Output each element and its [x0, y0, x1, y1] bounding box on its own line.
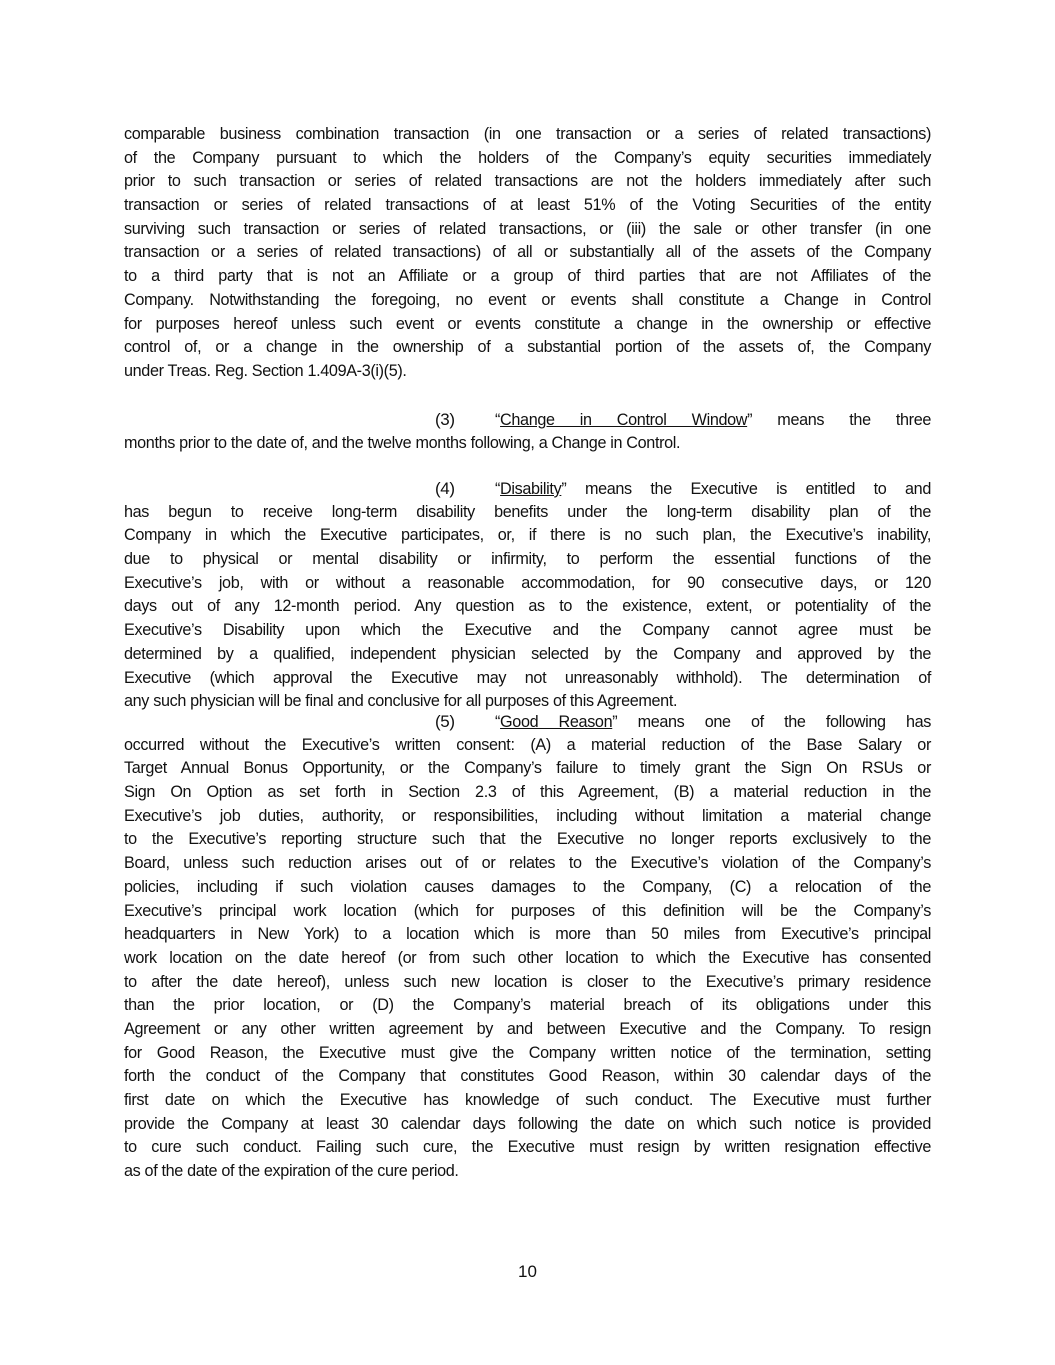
text-line: policies, including if such violation causes damages to the Company, (C) a relocation of the	[124, 877, 931, 896]
defined-term: Good Reason	[500, 713, 613, 731]
text-line: due to physical or mental disability or infirmity, to perform the essential functions of the	[124, 550, 931, 569]
text-line: work location on the date hereof (or from such other location to which the Executive has consented	[124, 948, 931, 967]
text-line: Agreement or any other written agreement by and between Executive and the Company. To resign	[124, 1019, 931, 1038]
text-line: Executive’s job duties, authority, or responsibilities, including without limitation a material change	[124, 806, 931, 825]
definition-text: ” means the three	[747, 411, 931, 429]
text-line: has begun to receive long-term disability benefits under the long-term disability plan of the	[124, 502, 931, 521]
page-number: 10	[518, 1262, 537, 1281]
text-line: under Treas. Reg. Section 1.409A-3(i)(5).	[124, 361, 407, 380]
definition-first-line	[124, 710, 931, 734]
definition-change-in-control-window	[124, 408, 931, 455]
text-line: comparable business combination transaction (in one transaction or a series of related transactions)	[124, 125, 931, 143]
text-line: for Good Reason, the Executive must give the Company written notice of the termination, setting	[124, 1043, 931, 1062]
definition-first-line	[124, 477, 931, 501]
defined-term: Change in Control Window	[500, 411, 748, 429]
text-line: first date on which the Executive has knowledge of such conduct. The Executive must further	[124, 1091, 931, 1109]
text-line: to cure such conduct. Failing such cure, the Executive must resign by written resignation effective	[124, 1138, 931, 1157]
text-line: to after the date hereof), unless such new location is closer to the Executive’s primary residence	[124, 972, 931, 991]
text-line: Executive’s job, with or without a reasonable accommodation, for 90 consecutive days, or 120	[124, 573, 931, 592]
section-number: (4)	[435, 479, 455, 498]
text-line: to a third party that is not an Affiliate or a group of third parties that are not Affiliates of the	[124, 267, 931, 286]
text-line: Target Annual Bonus Opportunity, or the Company’s failure to timely grant the Sign On RSUs or	[124, 759, 931, 778]
text-line: Executive’s Disability upon which the Executive and the Company cannot agree must be	[124, 621, 931, 640]
definition-disability	[124, 477, 931, 714]
text-line: than the prior location, or (D) the Company’s material breach of its obligations under this	[124, 996, 931, 1015]
text-line: to the Executive’s reporting structure such that the Executive no longer reports exclusively to the	[124, 830, 931, 849]
section-number: (3)	[435, 410, 455, 429]
text-line: Company in which the Executive participates, or, if there is no such plan, the Executive’s inability,	[124, 526, 931, 545]
text-line: transaction or series of related transactions of at least 51% of the Voting Securities of the entity	[124, 196, 931, 215]
text-line: months prior to the date of, and the twelve months following, a Change in Control.	[124, 433, 681, 452]
text-line: Executive’s principal work location (which for purposes of this definition will be the Company’s	[124, 901, 931, 920]
text-line: Executive (which approval the Executive may not unreasonably withhold). The determination of	[124, 668, 931, 687]
text-line: transaction or a series of related transactions) of all or substantially all of the assets of the Company	[124, 243, 931, 262]
text-line: forth the conduct of the Company that constitutes Good Reason, within 30 calendar days of the	[124, 1067, 931, 1086]
definition-first-line	[124, 408, 931, 432]
text-line: Board, unless such reduction arises out of or relates to the Executive’s violation of the Company’s	[124, 854, 931, 873]
open-quote: “	[495, 480, 501, 498]
text-line: Sign On Option as set forth in Section 2.3 of this Agreement, (B) a material reduction in the	[124, 783, 931, 802]
text-line: of the Company pursuant to which the holders of the Company’s equity securities immediately	[124, 148, 931, 167]
text-line: provide the Company at least 30 calendar days following the date on which such notice is provided	[124, 1114, 931, 1133]
text-line: Company. Notwithstanding the foregoing, no event or events shall constitute a Change in Control	[124, 290, 931, 309]
text-line: occurred without the Executive’s written consent: (A) a material reduction of the Base Salary or	[124, 735, 931, 754]
definition-text: ” means one of the following has	[612, 713, 932, 731]
text-line: headquarters in New York) to a location which is more than 50 miles from Executive’s principal	[124, 925, 931, 944]
section-number: (5)	[435, 712, 455, 731]
text-line: surviving such transaction or series of related transactions, or (iii) the sale or other transfer (in one	[124, 219, 931, 238]
definition-good-reason	[124, 710, 931, 1184]
paragraph-change-in-control-continued	[124, 123, 931, 384]
defined-term: Disability	[500, 480, 562, 498]
text-line: prior to such transaction or series of related transactions are not the holders immediately after such	[124, 172, 931, 191]
text-line: any such physician will be final and conclusive for all purposes of this Agreement.	[124, 692, 678, 711]
text-line: determined by a qualified, independent physician selected by the Company and approved by the	[124, 644, 931, 663]
definition-text: ” means the Executive is entitled to and	[561, 480, 931, 498]
text-line: as of the date of the expiration of the cure period.	[124, 1162, 459, 1181]
text-line: control of, or a change in the ownership of a substantial portion of the assets of, the Company	[124, 338, 931, 357]
open-quote: “	[495, 713, 501, 731]
text-line: for purposes hereof unless such event or events constitute a change in the ownership or effective	[124, 314, 931, 333]
open-quote: “	[495, 411, 501, 429]
text-line: days out of any 12-month period. Any question as to the existence, extent, or potentiality of the	[124, 597, 931, 616]
